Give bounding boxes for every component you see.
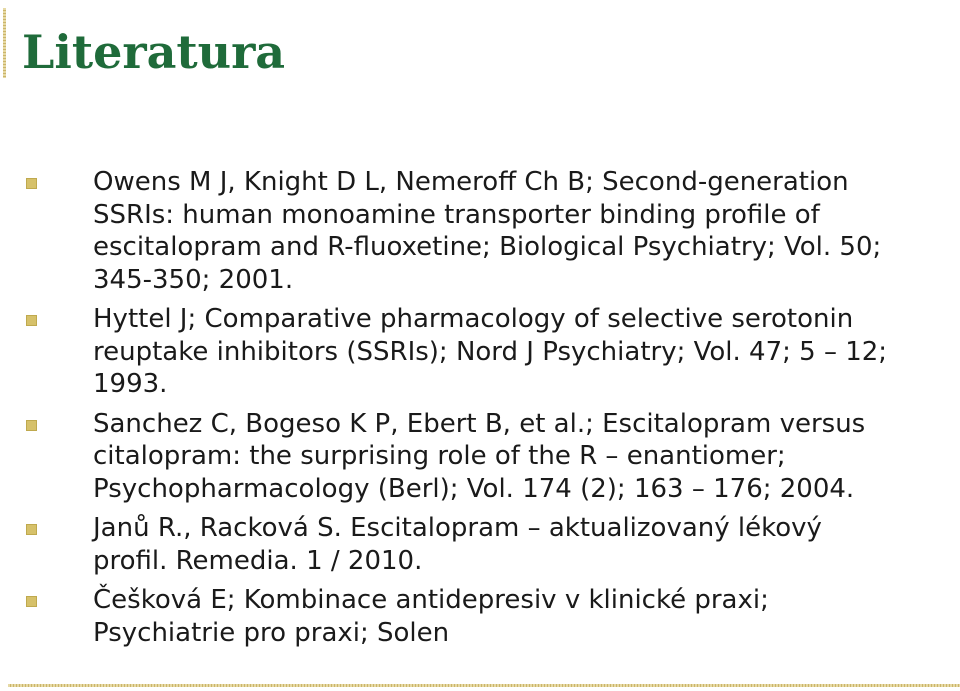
reference-line: Psychopharmacology (Berl); Vol. 174 (2); 163 – 176; 2004. [93, 473, 855, 504]
reference-line: Janů R., Racková S. Escitalopram – aktualizovaný lékový [93, 513, 822, 543]
square-bullet-icon [26, 178, 37, 189]
reference-line: profil. Remedia. 1 / 2010. [93, 545, 423, 576]
reference-line: Hyttel J; Comparative pharmacology of selective serotonin [93, 304, 854, 334]
reference-line: citalopram: the surprising role of the R – enantiomer; [93, 441, 786, 471]
reference-line: Psychiatrie pro praxi; Solen [93, 617, 450, 648]
square-bullet-icon [26, 315, 37, 326]
reference-line: Češková E; Kombinace antidepresiv v klinické praxi; [93, 585, 769, 615]
square-bullet-icon [26, 596, 37, 607]
reference-line: Sanchez C, Bogeso K P, Ebert B, et al.; Escitalopram versus [93, 408, 866, 439]
reference-line: escitalopram and R-fluoxetine; Biological Psychiatry; Vol. 50; [93, 232, 882, 262]
reference-line: 1993. [93, 369, 168, 399]
reference-line: SSRIs: human monoamine transporter binding profile of [93, 199, 820, 230]
reference-item [0, 512, 960, 577]
reference-item [0, 584, 960, 649]
reference-item [0, 303, 960, 401]
reference-line: reuptake inhibitors (SSRIs); Nord J Psychiatry; Vol. 47; 5 – 12; [93, 336, 888, 367]
reference-line: Owens M J, Knight D L, Nemeroff Ch B; Second-generation [93, 167, 849, 197]
reference-item [0, 408, 960, 506]
reference-item [0, 166, 960, 296]
left-accent-bar [3, 8, 6, 78]
reference-list [0, 166, 960, 656]
reference-line: 345-350; 2001. [93, 264, 294, 295]
slide-title: Literatura [22, 25, 286, 79]
square-bullet-icon [26, 420, 37, 431]
square-bullet-icon [26, 524, 37, 535]
bottom-accent-bar [8, 684, 960, 687]
